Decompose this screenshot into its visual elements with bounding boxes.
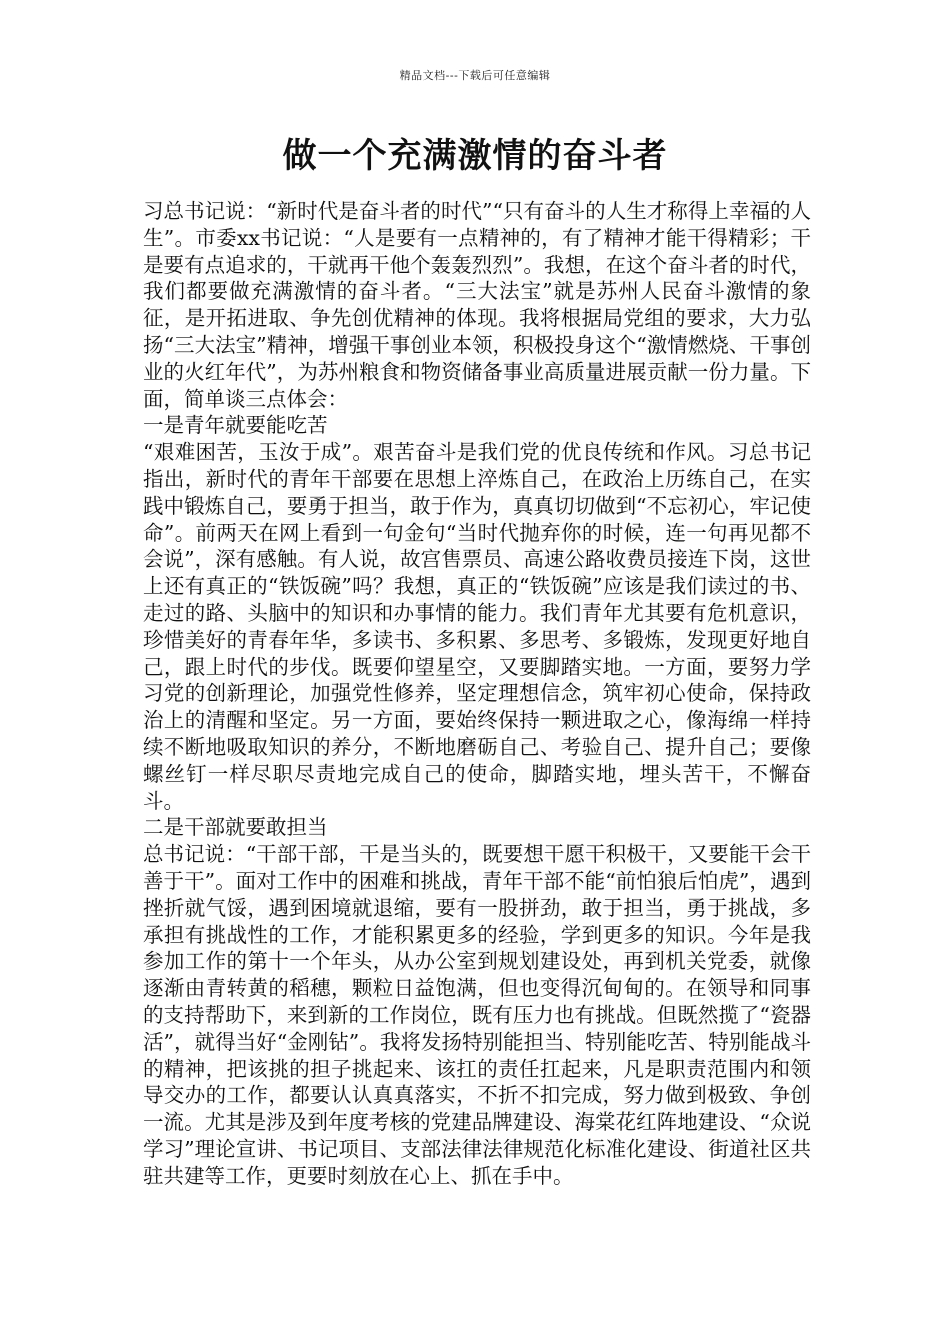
section-body-1: “艰难困苦，玉汝于成”。艰苦奋斗是我们党的优良传统和作风。习总书记指出，新时代的青年干部要在思想上淬炼自己，在政治上历练自己，在实践中锻炼自己，要勇于担当，敢于作为，真真切切做到“不忘初心，牢记使命”。前两天在网上看到一句金句“当时代抛弃你的时候，连一句再见都不会说”，深有感触。有人说，故宫售票员、高速公路收费员接连下岗，这世上还有真正的“铁饭碗”吗？我想，真正的“铁饭碗”应该是我们读过的书、走过的路、头脑中的知识和办事情的能力。我们青年尤其要有危机意识，珍惜美好的青春年华，多读书、多积累、多思考、多锻炼，发现更好地自己，跟上时代的步伐。既要仰望星空，又要脚踏实地。一方面，要努力学习党的创新理论，加强党性修养，坚定理想信念，筑牢初心使命，保持政治上的清醒和坚定。另一方面，要始终保持一颗进取之心，像海绵一样持续不断地吸取知识的养分，不断地磨砺自己、考验自己、提升自己；要像螺丝钉一样尽职尽责地完成自己的使命，脚踏实地，埋头苦干，不懈奋斗。 [143,440,811,813]
document-body [143,198,811,1189]
document-title: 做一个充满激情的奋斗者 [282,136,668,176]
section-heading-2: 二是干部就要敢担当 [143,815,328,840]
header-note: 精品文档---下载后可任意编辑 [399,69,551,82]
intro-paragraph: 习总书记说：“新时代是奋斗者的时代”“只有奋斗的人生才称得上幸福的人生”。市委xx书记说：“人是要有一点精神的，有了精神才能干得精彩；干是要有点追求的，干就再干他个轰轰烈烈”。我想，在这个奋斗者的时代，我们都要做充满激情的奋斗者。“三大法宝”就是苏州人民奋斗激情的象征，是开拓进取、争先创优精神的体现。我将根据局党组的要求，大力弘扬“三大法宝”精神，增强干事创业本领，积极投身这个“激情燃烧、干事创业的火红年代”，为苏州粮食和物资储备事业高质量进展贡献一份力量。下面，简单谈三点体会： [143,199,811,411]
section-heading-1: 一是青年就要能吃苦 [143,413,328,438]
section-body-2: 总书记说：“干部干部，干是当头的，既要想干愿干积极干，又要能干会干善于干”。面对工作中的困难和挑战，青年干部不能“前怕狼后怕虎”，遇到挫折就气馁，遇到困境就退缩，要有一股拼劲，敢于担当，勇于挑战，多承担有挑战性的工作，才能积累更多的经验，学到更多的知识。今年是我参加工作的第十一个年头，从办公室到规划建设处，再到机关党委，就像逐渐由青转黄的稻穗，颗粒日益饱满，但也变得沉甸甸的。在领导和同事的支持帮助下，来到新的工作岗位，既有压力也有挑战。但既然揽了“瓷器活”，就得当好“金刚钻”。我将发扬特别能担当、特别能吃苦、特别能战斗的精神，把该挑的担子挑起来、该扛的责任扛起来，凡是职责范围内和领导交办的工作，都要认认真真落实，不折不扣完成，努力做到极致、争创一流。尤其是涉及到年度考核的党建品牌建设、海棠花红阵地建设、“众说学习”理论宣讲、书记项目、支部法律法律规范化标准化建设、街道社区共驻共建等工作，更要时刻放在心上、抓在手中。 [143,842,811,1188]
